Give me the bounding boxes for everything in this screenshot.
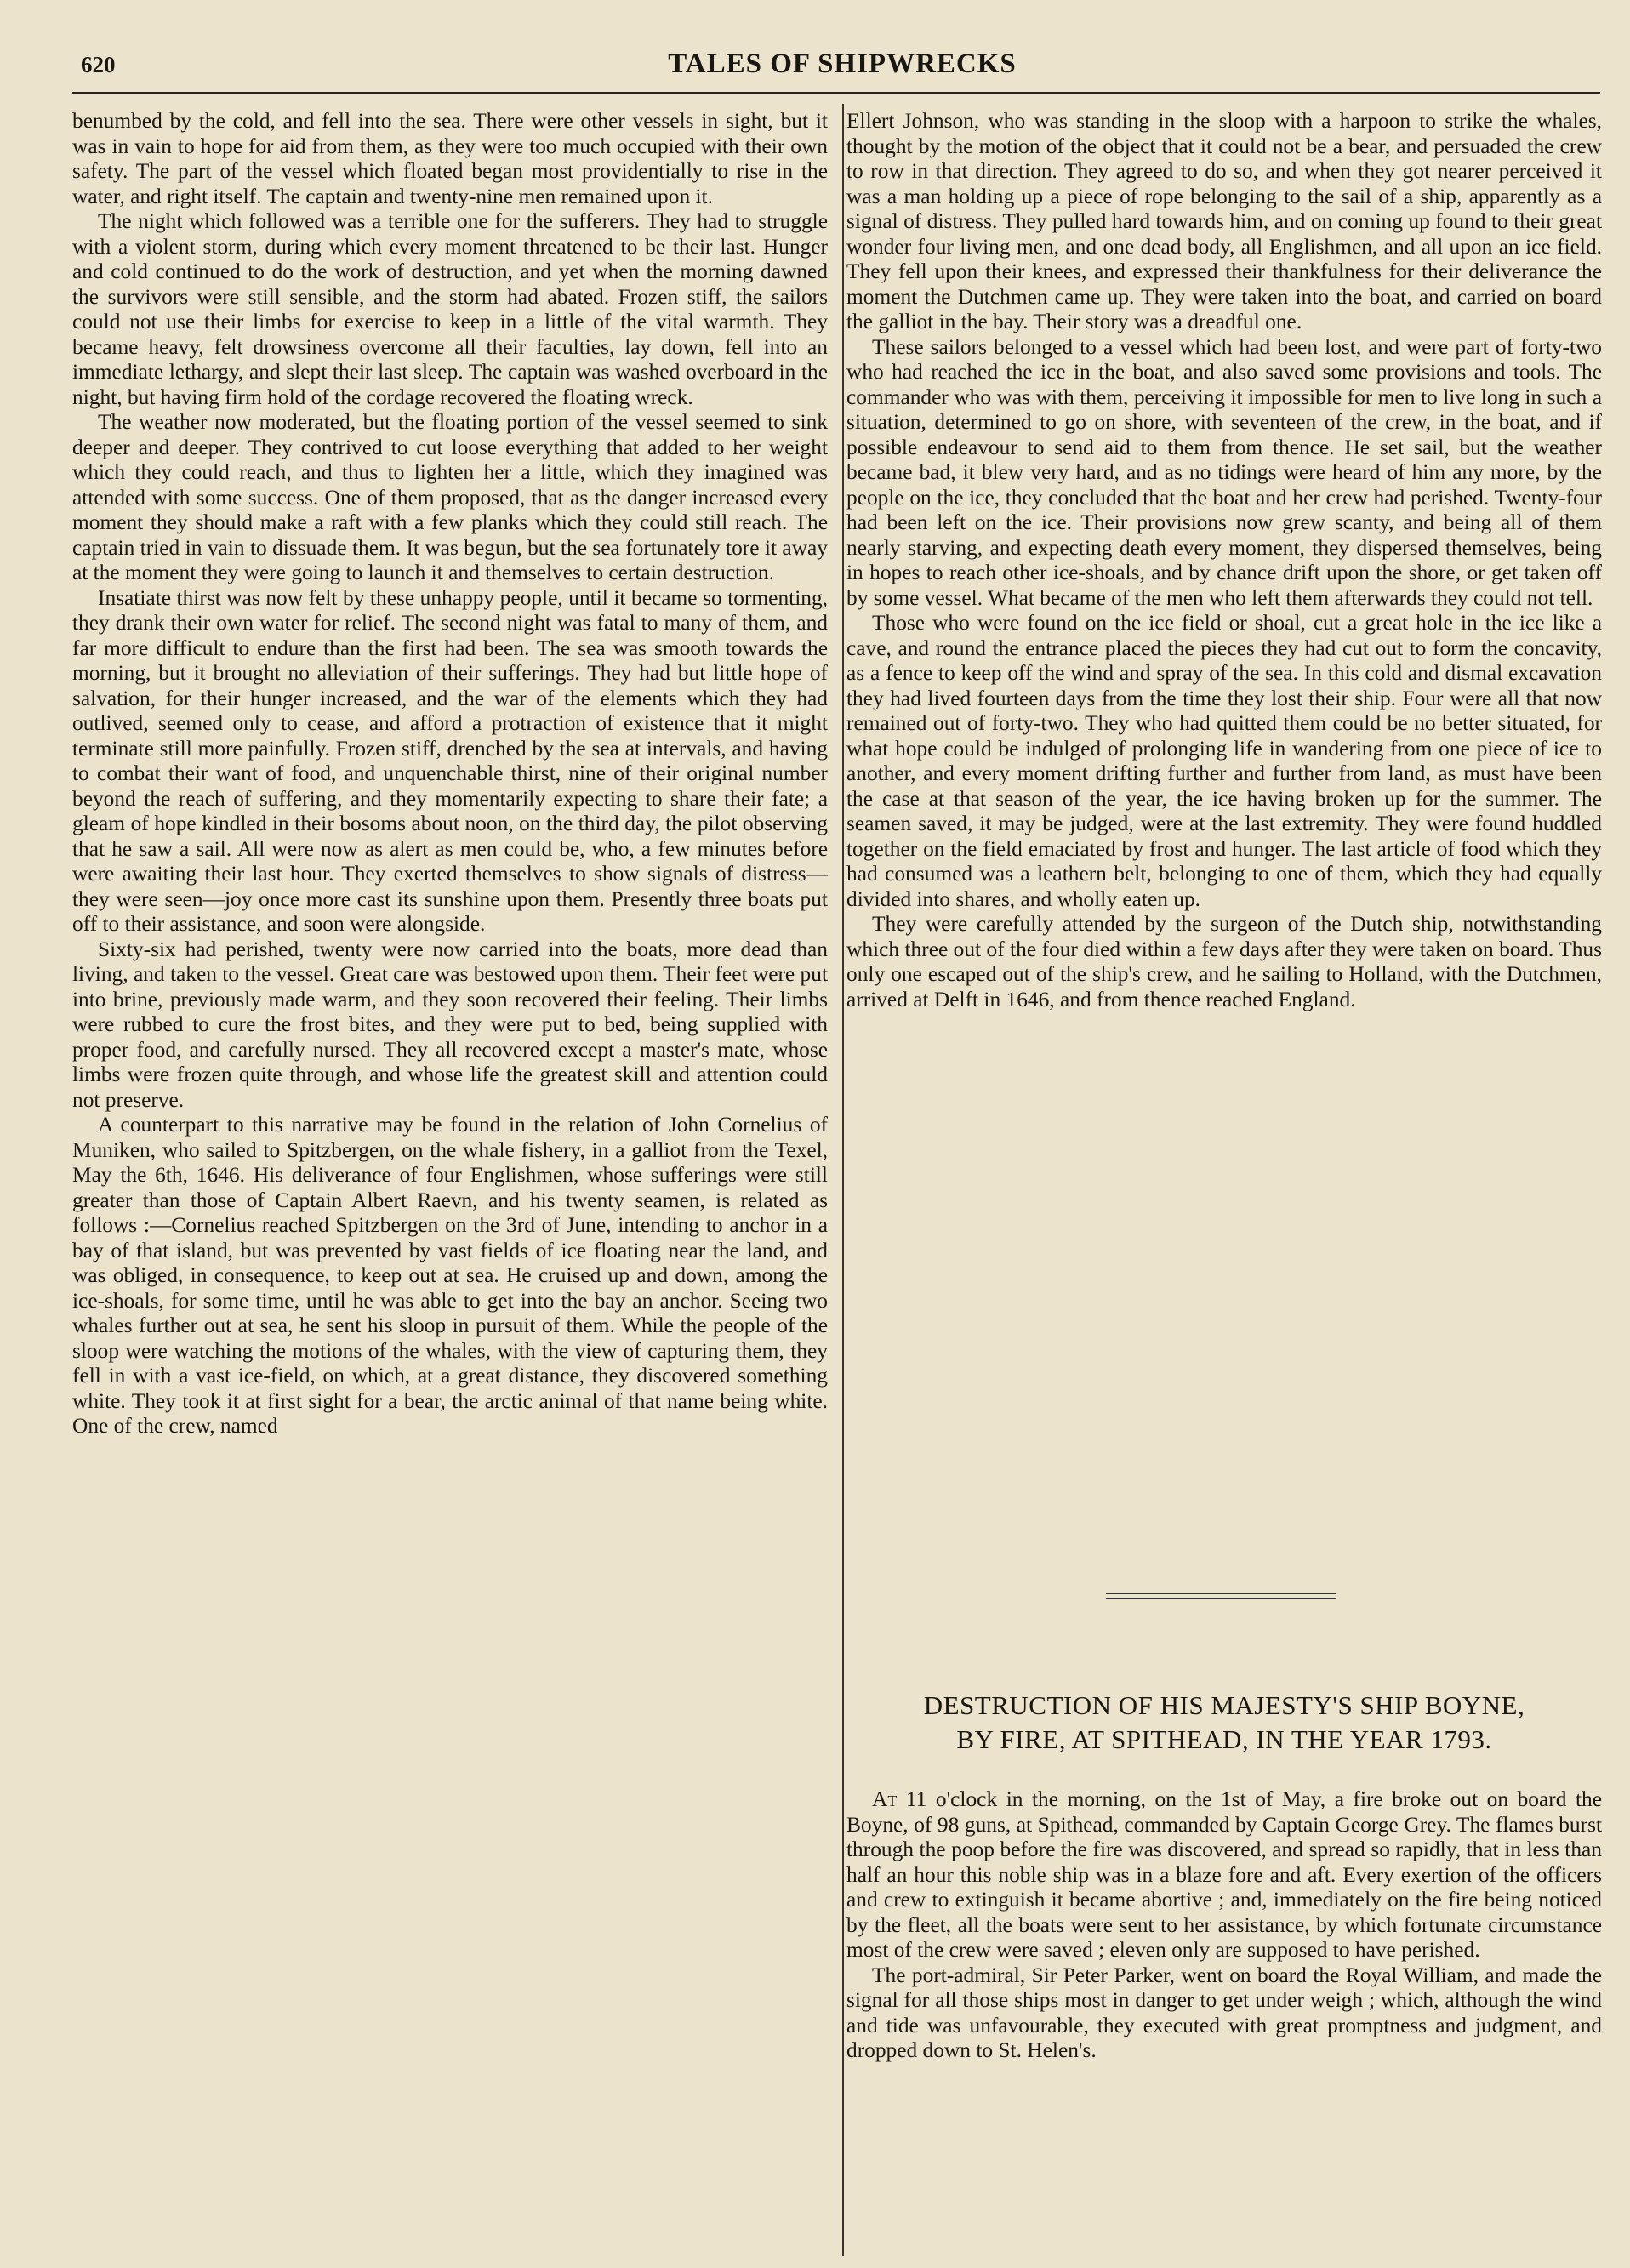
page-number: 620 — [81, 52, 116, 77]
paragraph: A counterpart to this narrative may be found in the relation of John Cornelius of Muniken, who sailed to Spitzbergen, on the whale fishery, in a galliot from the Texel, May the 6th, 1646. His deliverance of four Englishmen, whose sufferings were still greater than those of Captain Albert Raevn, and his twenty seamen, is related as follows :—Cornelius reached Spitzbergen on the 3rd of June, intending to anchor in a bay of that island, but was prevented by vast fields of ice floating near the land, and was obliged, in consequence, to keep out at sea. He cruised up and down, among the ice-shoals, for some time, until he was able to get into the bay an anchor. Seeing two whales further out at sea, he sent his sloop in pursuit of them. While the people of the sloop were watching the motions of the whales, with the view of capturing them, they fell in with a vast ice-field, on which, at a great distance, they discovered something white. They took it at first sight for a bear, the arctic animal of that name being white. One of the crew, named — [72, 1113, 828, 1438]
page-header — [81, 47, 1604, 86]
paragraph: Ellert Johnson, who was standing in the sloop with a harpoon to strike the whales, thought by the motion of the object that it could not be a bear, and persuaded the crew to row in that direction. They agreed to do so, and when they got nearer perceived it was a man holding up a piece of rope belonging to the sail of a ship, apparently as a signal of distress. They pulled hard towards him, and on coming up found to their great wonder four living men, and one dead body, all Englishmen, and all upon an ice field. They fell upon their knees, and expressed their thankfulness for their deliverance the moment the Dutchmen came up. They were taken into the boat, and carried on board the galliot in the bay. Their story was a dreadful one. — [846, 109, 1602, 333]
paragraph: The weather now moderated, but the floating portion of the vessel seemed to sink deeper and deeper. They contrived to cut loose everything that added to her weight which they could reach, and thus to lighten her a little, which they imagined was attended with some success. One of them proposed, that as the danger increased every moment they should make a raft with a few planks which they could still reach. The captain tried in vain to dissuade them. It was begun, but the sea fortunately tore it away at the moment they were going to launch it and themselves to certain destruction. — [72, 410, 828, 584]
running-title: TALES OF SHIPWRECKS — [668, 48, 1017, 79]
paragraph: They were carefully attended by the surgeon of the Dutch ship, notwithstanding which three out of the four died within a few days after they were taken on board. Thus only one escaped out of the ship's crew, and he sailing to Holland, with the Dutchmen, arrived at Delft in 1646, and from thence reached England. — [846, 912, 1602, 1011]
section-heading — [846, 1689, 1602, 1757]
header-rule — [72, 92, 1600, 94]
paragraph: Insatiate thirst was now felt by these unhappy people, until it became so tormenting, they drank their own water for relief. The second night was fatal to many of them, and far more difficult to endure than the first had been. The sea was smooth towards the morning, but it brought no alleviation of their sufferings. They had but little hope of salvation, for their hunger increased, and the war of the elements which they had outlived, seemed only to cease, and afford a protraction of existence that it might terminate still more painfully. Frozen stiff, drenched by the sea at intervals, and having to combat their want of food, and unquenchable thirst, nine of their original number beyond the reach of suffering, and they momentarily expecting to share their fate; a gleam of hope kindled in their bosoms about noon, on the third day, the pilot observing that he saw a sail. All were now as alert as men could be, who, a few minutes before were awaiting their last hour. They exerted themselves to show signals of distress—they were seen—joy once more cast its sunshine upon them. Presently three boats put off to their assistance, and soon were alongside. — [72, 585, 828, 936]
section-heading-line: DESTRUCTION OF HIS MAJESTY'S SHIP BOYNE, — [923, 1690, 1525, 1720]
left-column — [72, 109, 828, 1439]
paragraph: These sailors belonged to a vessel which had been lost, and were part of forty-two who had reached the ice in the boat, and also saved some provisions and tools. The commander who was with them, perceiving it impossible for men to live long in such a situation, determined to go on shore, with seventeen of the crew, in the boat, and if possible endeavour to send aid to them from thence. He set sail, but the weather became bad, it blew very hard, and as no tidings were heard of him any more, by the people on the ice, they concluded that the boat and her crew had perished. Twenty-four had been left on the ice. Their provisions now grew scanty, and being all of them nearly starving, and expecting death every moment, they dispersed themselves, being in hopes to reach other ice-shoals, and by chance drift upon the shore, or get taken off by some vessel. What became of the men who left them afterwards they could not tell. — [846, 334, 1602, 610]
lead-word: At — [872, 1787, 898, 1811]
section-body — [846, 1787, 1602, 2064]
paragraph: Sixty-six had perished, twenty were now carried into the boats, more dead than living, and taken to the vessel. Great care was bestowed upon them. Their feet were put into brine, previously made warm, and they soon recovered their feeling. Their limbs were rubbed to cure the frost bites, and they were put to bed, being supplied with proper food, and carefully nursed. They all recovered except a master's mate, whose limbs were frozen quite through, and whose life the greatest skill and attention could not preserve. — [72, 937, 828, 1112]
column-rule — [842, 104, 844, 2256]
paragraph-text: 11 o'clock in the morning, on the 1st of May, a fire broke out on board the Boyne, of 98 guns, at Spithead, commanded by Captain George Grey. The flames burst through the poop before the fire was discovered, and spread so rapidly, that in less than half an hour this noble ship was in a blaze fore and aft. Every exertion of the officers and crew to extinguish it became abortive ; and, immediately on the fire being noticed by the fleet, all the boats were sent to her assistance, by which fortunate circumstance most of the crew were saved ; eleven only are supposed to have perished. — [846, 1787, 1602, 1962]
paragraph: The port-admiral, Sir Peter Parker, went on board the Royal William, and made the signal for all those ships most in danger to get under weigh ; which, although the wind and tide was unfavourable, they executed with great promptness and judgment, and dropped down to St. Helen's. — [846, 1963, 1602, 2062]
paragraph: Those who were found on the ice field or shoal, cut a great hole in the ice like a cave, and round the entrance placed the pieces they had cut out to form the concavity, as a fence to keep off the wind and spray of the sea. In this cold and dismal excavation they had lived fourteen days from the time they lost their ship. Four were all that now remained out of forty-two. They who had quitted them could be no better situated, for what hope could be indulged of prolonging life in wandering from one piece of ice to another, and every moment drifting further and further from land, as must have been the case at that season of the year, the ice having broken up for the summer. The seamen saved, it may be judged, were at the last extremity. They were found huddled together on the field emaciated by frost and hunger. The last article of food which they had consumed was a leathern belt, belonging to one of them, which they had equally divided into shares, and wholly eaten up. — [846, 611, 1602, 911]
paragraph: The night which followed was a terrible one for the sufferers. They had to struggle with a violent storm, during which every moment threatened to be their last. Hunger and cold continued to do the work of destruction, and yet when the morning dawned the survivors were still sensible, and the storm had abated. Frozen stiff, the sailors could not use their limbs for exercise to keep in a little of the vital warmth. They became heavy, felt drowsiness overcome all their faculties, lay down, fell into an immediate lethargy, and slept their last sleep. The captain was washed overboard in the night, but having firm hold of the cordage recovered the floating wreck. — [72, 209, 828, 409]
paragraph — [846, 1787, 1602, 1963]
right-column — [846, 109, 1602, 1012]
section-heading-line: BY FIRE, AT SPITHEAD, IN THE YEAR 1793. — [956, 1724, 1492, 1754]
paragraph: benumbed by the cold, and fell into the sea. There were other vessels in sight, but it was in vain to hope for aid from them, as they were too much occupied with their own safety. The part of the vessel which floated began most providentially to rise in the water, and right itself. The captain and twenty-nine men remained upon it. — [72, 109, 828, 208]
section-divider — [1106, 1593, 1336, 1603]
